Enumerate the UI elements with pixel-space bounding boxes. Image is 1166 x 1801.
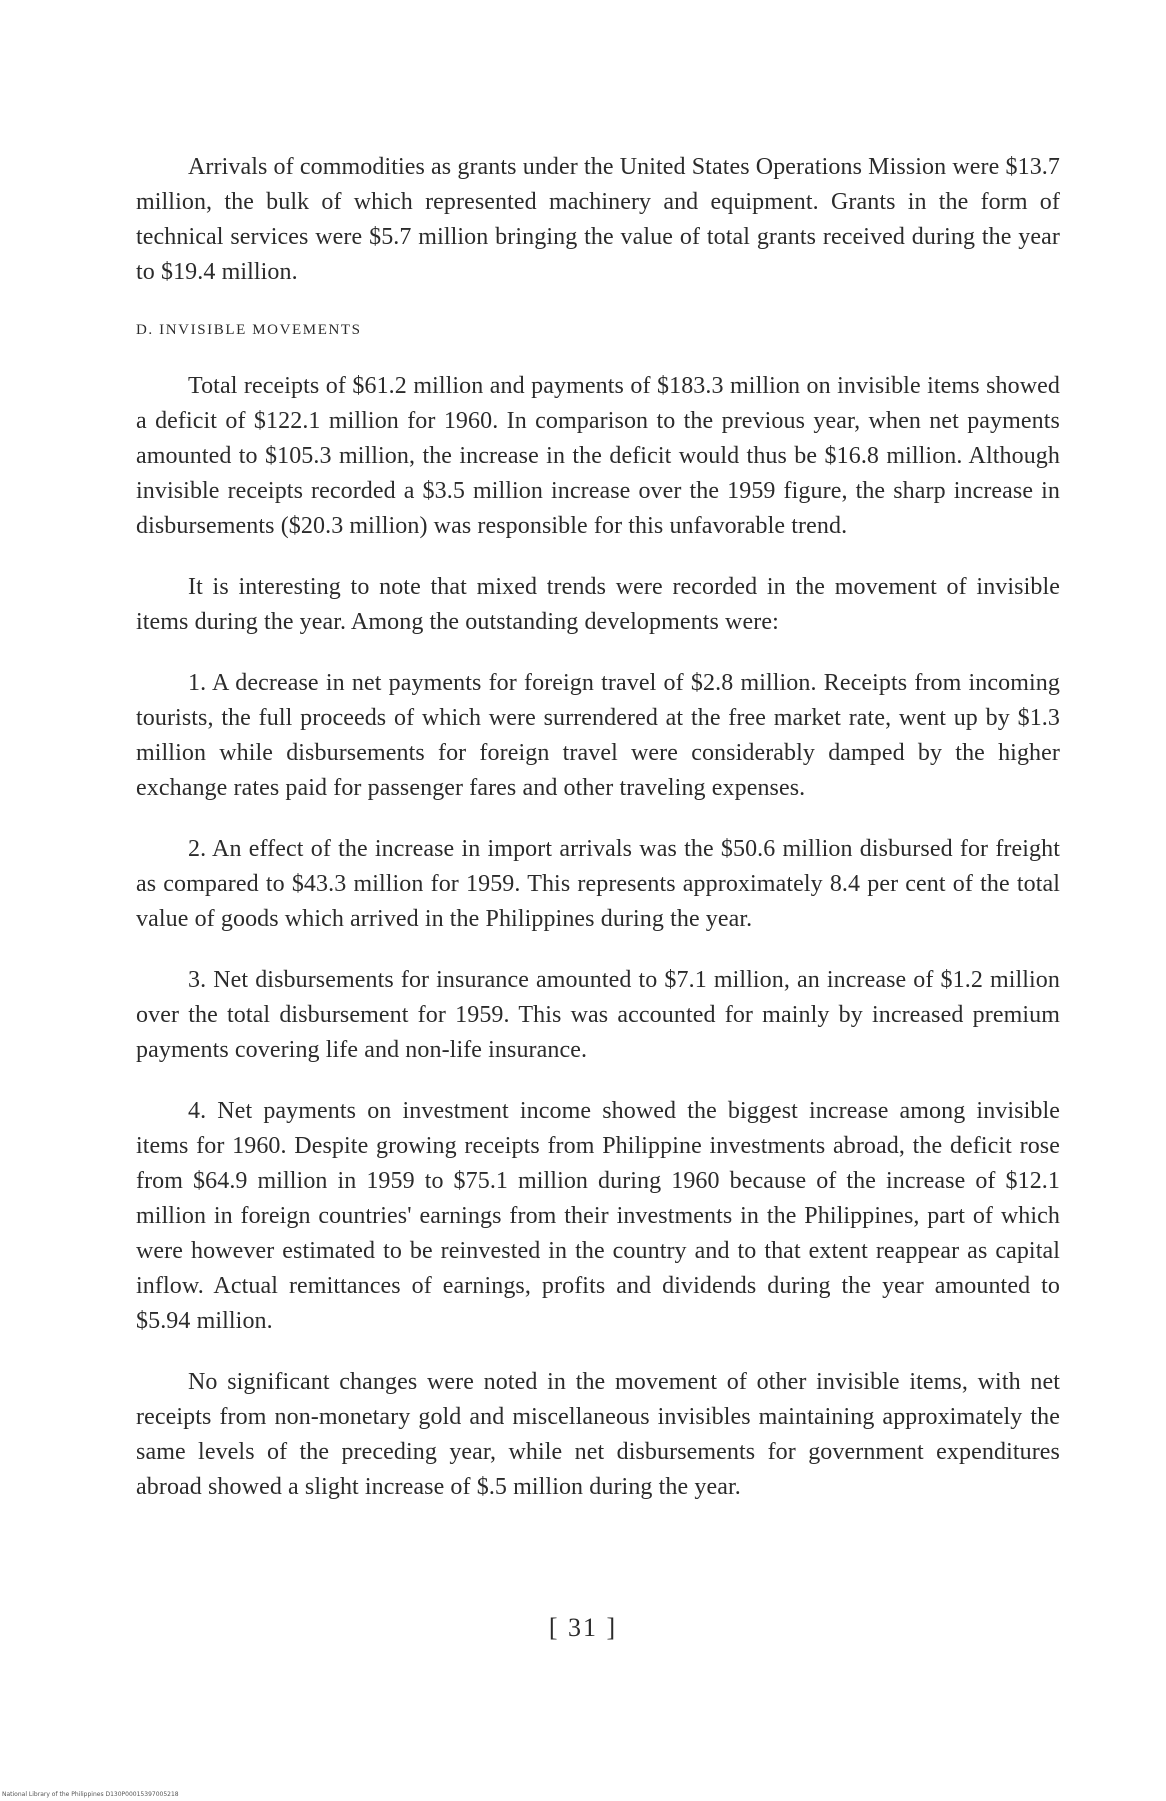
list-item-travel: 1. A decrease in net payments for foreign travel of $2.8 million. Receipts from incoming tourists, the full proceeds of which were surrendered at the free market rate, went up by $1.3 million while disbursements for foreign travel were considerably damped by the higher exchange rates paid for passenger fares and other traveling expenses. — [136, 670, 1060, 801]
footer-note: National Library of the Philippines D130P00015397005218 — [2, 1791, 179, 1798]
section-heading: D. INVISIBLE MOVEMENTS — [136, 322, 362, 338]
document-page — [136, 150, 1060, 1531]
list-item-freight: 2. An effect of the increase in import arrivals was the $50.6 million disbursed for freight as compared to $43.3 million for 1959. This represents approximately 8.4 per cent of the total value of goods which arrived in the Philippines during the year. — [136, 836, 1060, 932]
page-number: [ 31 ] — [548, 1613, 618, 1642]
section-paragraph: It is interesting to note that mixed trends were recorded in the movement of invisible items during the year. Among the outstanding developments were: — [136, 574, 1060, 635]
list-item-investment-income: 4. Net payments on investment income showed the biggest increase among invisible items for 1960. Despite growing receipts from Philippine investments abroad, the deficit rose from $64.9 million in 1959 to $75.1 million during 1960 because of the increase of $12.1 million in foreign countries' earnings from their investments in the Philippines, part of which were however estimated to be reinvested in the country and to that extent reappear as capital inflow. Actual remittances of earnings, profits and dividends during the year amounted to $5.94 million. — [136, 1098, 1060, 1334]
section-paragraph: Total receipts of $61.2 million and payments of $183.3 million on invisible items showed a deficit of $122.1 million for 1960. In comparison to the previous year, when net payments amounted to $105.3 million, the increase in the deficit would thus be $16.8 million. Although invisible receipts recorded a $3.5 million increase over the 1959 figure, the sharp increase in disbursements ($20.3 million) was responsible for this unfavorable trend. — [136, 373, 1060, 539]
intro-paragraph: Arrivals of commodities as grants under the United States Operations Mission were $13.7 million, the bulk of which represented machinery and equipment. Grants in the form of technical services were $5.7 million bringing the value of total grants received during the year to $19.4 million. — [136, 154, 1060, 285]
closing-paragraph: No significant changes were noted in the movement of other invisible items, with net receipts from non-monetary gold and miscellaneous invisibles maintaining approximately the same levels of the preceding year, while net disbursements for government expenditures abroad showed a slight increase of $.5 million during the year. — [136, 1369, 1060, 1500]
list-item-insurance: 3. Net disbursements for insurance amounted to $7.1 million, an increase of $1.2 million over the total disbursement for 1959. This was accounted for mainly by increased premium payments covering life and non-life insurance. — [136, 967, 1060, 1063]
